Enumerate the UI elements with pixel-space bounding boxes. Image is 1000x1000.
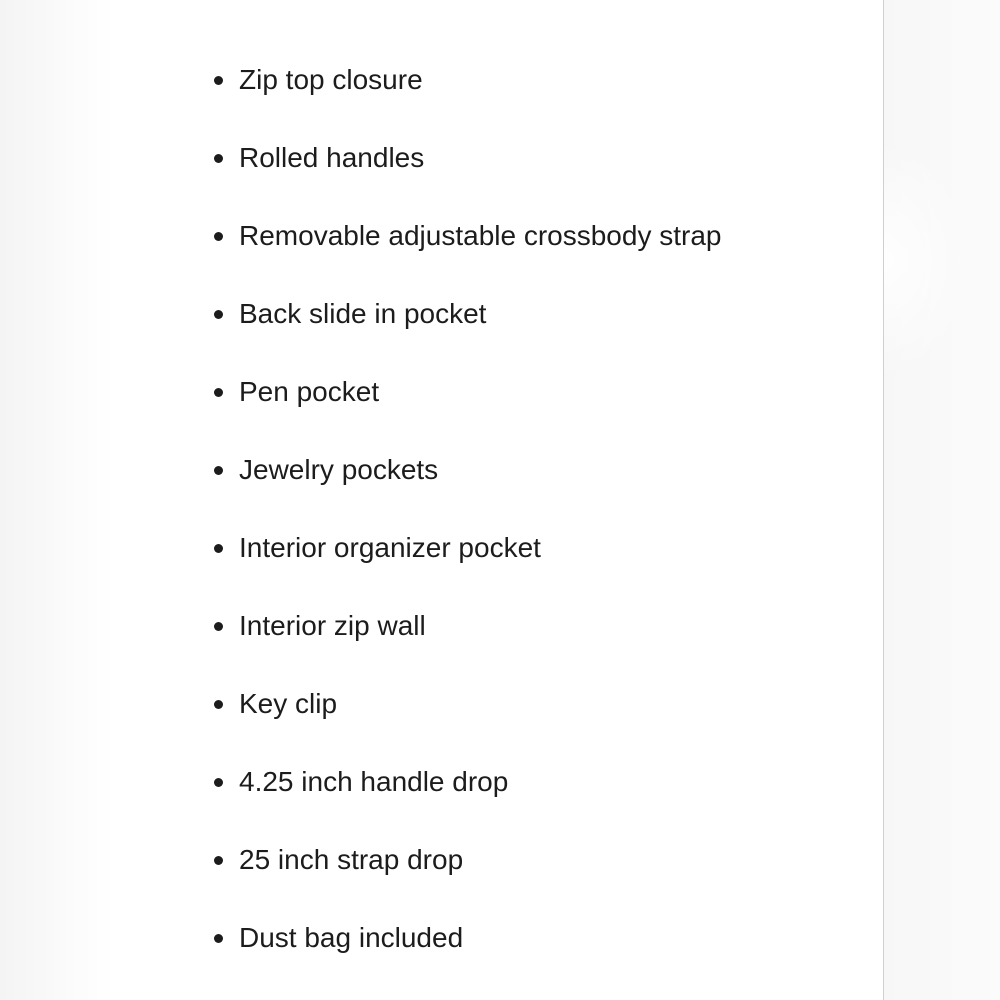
background-glow	[884, 140, 974, 380]
feature-item	[212, 523, 721, 601]
bullet-icon	[214, 544, 223, 553]
bullet-icon	[214, 622, 223, 631]
feature-text: Removable adjustable crossbody strap	[239, 220, 722, 251]
feature-text: Back slide in pocket	[239, 298, 487, 329]
feature-text: Pen pocket	[239, 376, 380, 407]
feature-item	[212, 367, 721, 445]
feature-item	[212, 211, 721, 289]
bullet-icon	[214, 466, 223, 475]
bullet-icon	[214, 232, 223, 241]
feature-item	[212, 757, 721, 835]
feature-list	[212, 55, 721, 991]
feature-item	[212, 133, 721, 211]
vertical-divider	[883, 0, 884, 1000]
bullet-icon	[214, 700, 223, 709]
feature-text: Dust bag included	[239, 922, 464, 953]
bullet-icon	[214, 778, 223, 787]
feature-text: 25 inch strap drop	[239, 844, 464, 875]
bullet-icon	[214, 76, 223, 85]
feature-item	[212, 913, 721, 991]
feature-text: Rolled handles	[239, 142, 425, 173]
bullet-icon	[214, 856, 223, 865]
feature-item	[212, 55, 721, 133]
bullet-icon	[214, 154, 223, 163]
feature-text: Jewelry pockets	[239, 454, 439, 485]
bullet-icon	[214, 934, 223, 943]
feature-item	[212, 679, 721, 757]
feature-item	[212, 445, 721, 523]
feature-text: Zip top closure	[239, 64, 423, 95]
bullet-icon	[214, 388, 223, 397]
feature-item	[212, 835, 721, 913]
feature-item	[212, 601, 721, 679]
feature-text: Key clip	[239, 688, 338, 719]
feature-item	[212, 289, 721, 367]
bullet-icon	[214, 310, 223, 319]
feature-text: Interior organizer pocket	[239, 532, 541, 563]
feature-text: Interior zip wall	[239, 610, 426, 641]
feature-text: 4.25 inch handle drop	[239, 766, 509, 797]
